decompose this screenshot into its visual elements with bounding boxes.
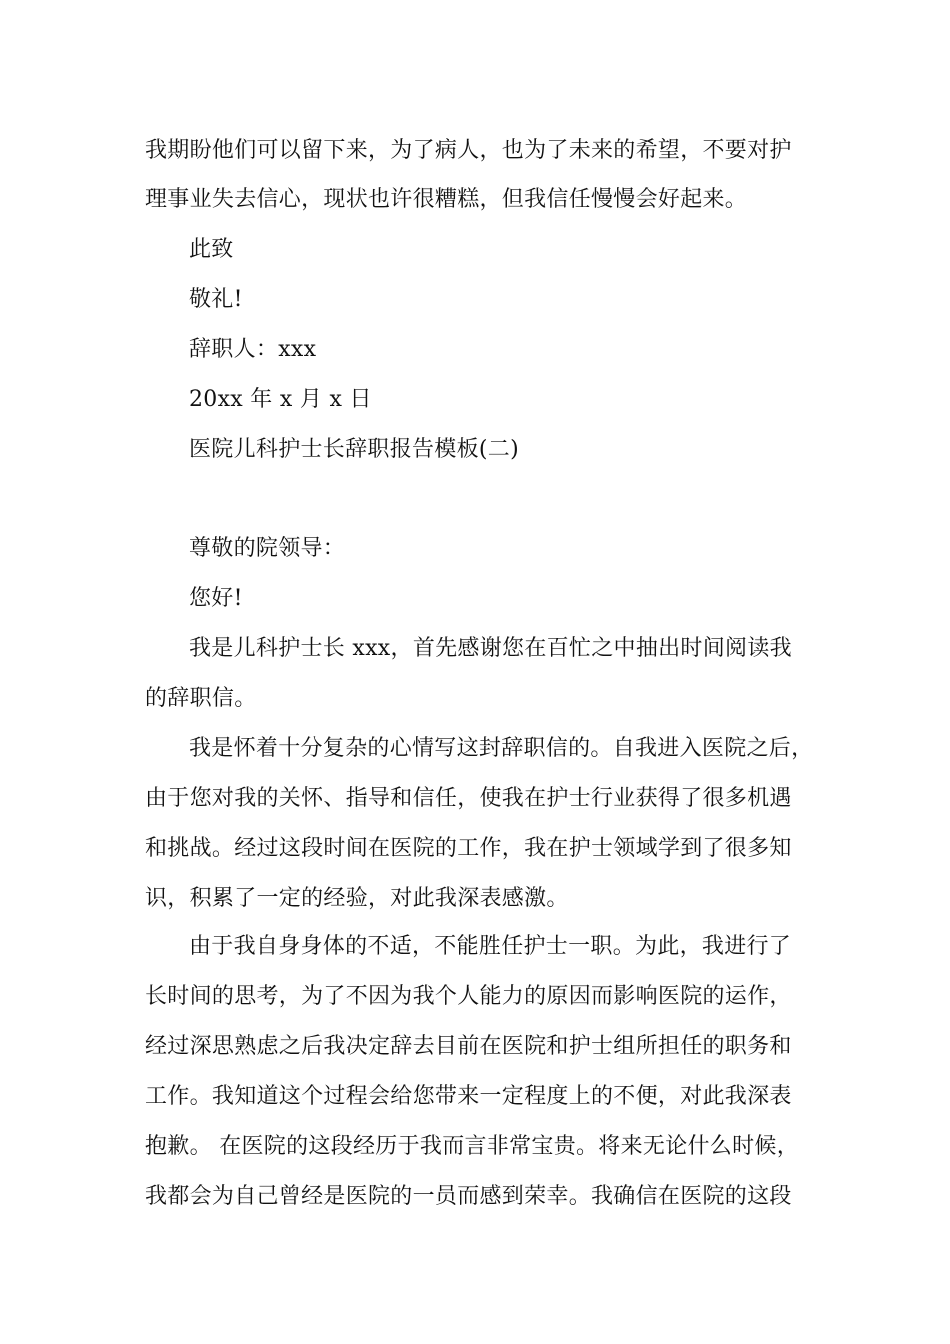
body-line: 我是怀着十分复杂的心情写这封辞职信的。自我进入医院之后， (189, 736, 814, 761)
body-line: 由于您对我的关怀、指导和信任，使我在护士行业获得了很多机遇 (145, 786, 792, 811)
closing-respect: 敬礼! (189, 287, 243, 312)
body-line: 我都会为自己曾经是医院的一员而感到荣幸。我确信在医院的这段 (145, 1184, 792, 1209)
body-line: 抱歉。 在医院的这段经历于我而言非常宝贵。将来无论什么时候， (145, 1134, 799, 1159)
date-line: 20xx 年 x 月 x 日 (189, 387, 372, 412)
greeting-addressee: 尊敬的院领导： (189, 536, 346, 561)
body-line: 长时间的思考，为了不因为我个人能力的原因而影响医院的运作， (145, 984, 792, 1009)
body-line: 我是儿科护士长 xxx，首先感谢您在百忙之中抽出时间阅读我 (189, 636, 792, 661)
body-line: 工作。我知道这个过程会给您带来一定程度上的不便，对此我深表 (145, 1084, 792, 1109)
body-line: 经过深思熟虑之后我决定辞去目前在医院和护士组所担任的职务和 (145, 1034, 792, 1059)
body-line: 的辞职信。 (145, 686, 257, 711)
body-line: 和挑战。经过这段时间在医院的工作，我在护士领域学到了很多知 (145, 836, 792, 861)
section-title: 医院儿科护士长辞职报告模板(二) (189, 437, 519, 462)
body-line: 我期盼他们可以留下来，为了病人，也为了未来的希望，不要对护 (145, 138, 792, 163)
body-line: 识，积累了一定的经验，对此我深表感激。 (145, 886, 569, 911)
greeting: 您好! (189, 586, 243, 611)
body-line: 由于我自身身体的不适，不能胜任护士一职。为此，我进行了 (189, 934, 792, 959)
signature-line: 辞职人：xxx (189, 337, 317, 362)
closing-salutation: 此致 (189, 237, 234, 262)
body-line: 理事业失去信心，现状也许很糟糕，但我信任慢慢会好起来。 (145, 187, 748, 212)
